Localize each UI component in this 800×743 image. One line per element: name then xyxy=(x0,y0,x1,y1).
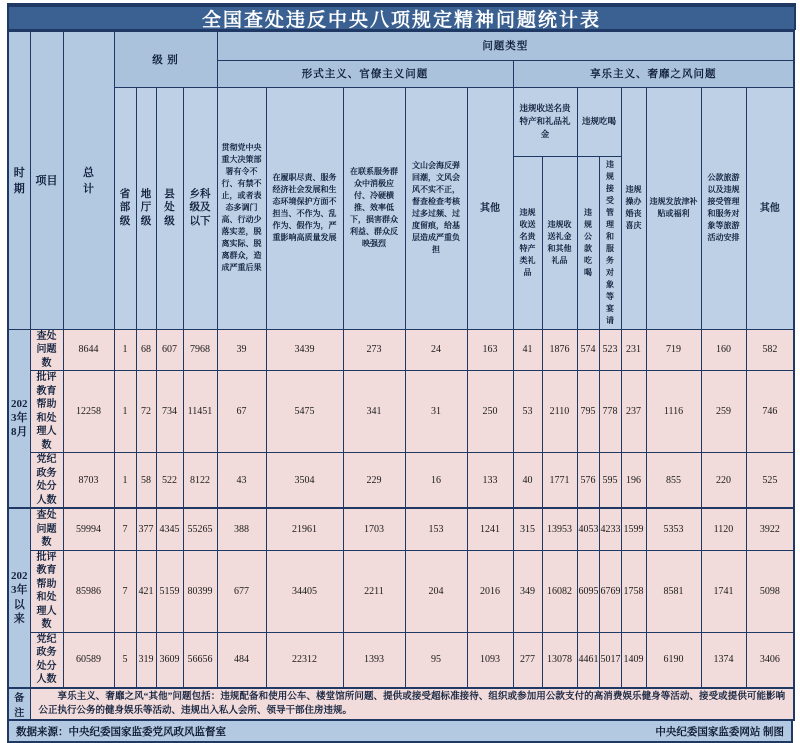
table-row xyxy=(8,371,794,453)
data-cell: 8581 xyxy=(646,550,701,632)
data-cell: 13953 xyxy=(542,508,577,550)
data-cell: 163 xyxy=(467,329,513,371)
data-cell: 734 xyxy=(156,371,183,453)
page-title: 全国查处违反中央八项规定精神问题统计表 xyxy=(7,3,796,30)
note-label: 备注 xyxy=(8,688,30,721)
data-cell: 719 xyxy=(646,329,701,371)
data-cell: 574 xyxy=(577,329,599,371)
data-cell: 315 xyxy=(513,508,542,550)
data-cell: 1409 xyxy=(621,632,646,688)
data-cell: 341 xyxy=(343,371,405,453)
data-cell: 5 xyxy=(114,632,136,688)
data-cell: 22312 xyxy=(266,632,343,688)
data-cell: 153 xyxy=(405,508,467,550)
data-cell: 237 xyxy=(621,371,646,453)
data-cell: 582 xyxy=(746,329,794,371)
data-cell: 2211 xyxy=(343,550,405,632)
row-label: 党纪政务处分人数 xyxy=(30,453,63,509)
data-cell: 319 xyxy=(136,632,156,688)
group-header-dining: 违规吃喝 xyxy=(577,87,621,156)
col-header-hedonism-other: 其他 xyxy=(746,87,794,329)
period-cell: 2023年8月 xyxy=(8,329,30,508)
data-cell: 7 xyxy=(114,550,136,632)
data-cell: 204 xyxy=(405,550,467,632)
note-text: 享乐主义、奢靡之风“其他”问题包括：违规配备和使用公车、楼堂馆所问题、提供或接受超标准接待、组织或参加用公款支付的高消费娱乐健身等活动、接受或提供可能影响公正执行公务的健身娱乐等活动、违规出入私人会所、领导干部住房违规。 xyxy=(30,688,794,721)
col-header-allowances: 违规发放津补贴或福利 xyxy=(646,87,701,329)
statistics-table xyxy=(7,30,795,721)
col-header-public-travel: 公款旅游以及违规接受管理和服务对象等旅游活动安排 xyxy=(701,87,746,329)
table-row xyxy=(8,632,794,688)
data-cell: 855 xyxy=(646,453,701,509)
col-header-total: 总计 xyxy=(63,31,114,329)
data-cell: 277 xyxy=(513,632,542,688)
table-row xyxy=(8,329,794,371)
col-header-formalism-3: 在联系服务群众中消极应付、冷硬横推、效率低下，损害群众利益、群众反映强烈 xyxy=(343,87,405,329)
data-cell: 5475 xyxy=(266,371,343,453)
data-cell: 160 xyxy=(701,329,746,371)
data-cell: 133 xyxy=(467,453,513,509)
statistics-sheet xyxy=(7,0,796,743)
data-cell: 576 xyxy=(577,453,599,509)
data-cell: 40 xyxy=(513,453,542,509)
col-header-provincial: 省部级 xyxy=(114,87,136,329)
data-cell: 59994 xyxy=(63,508,114,550)
table-row xyxy=(8,453,794,509)
data-cell: 60589 xyxy=(63,632,114,688)
data-cell: 1393 xyxy=(343,632,405,688)
data-cell: 13078 xyxy=(542,632,577,688)
data-cell: 5159 xyxy=(156,550,183,632)
col-header-weddings-funerals: 违规操办婚丧喜庆 xyxy=(621,87,646,329)
data-cell: 196 xyxy=(621,453,646,509)
group-header-level: 级 别 xyxy=(114,31,217,87)
data-rows-body xyxy=(8,329,794,688)
data-cell: 56656 xyxy=(183,632,217,688)
row-label: 查处问题数 xyxy=(30,329,63,371)
data-cell: 8644 xyxy=(63,329,114,371)
data-cell: 522 xyxy=(156,453,183,509)
data-cell: 231 xyxy=(621,329,646,371)
data-cell: 72 xyxy=(136,371,156,453)
data-cell: 1241 xyxy=(467,508,513,550)
row-label: 党纪政务处分人数 xyxy=(30,632,63,688)
col-header-county: 县处级 xyxy=(156,87,183,329)
data-cell: 3609 xyxy=(156,632,183,688)
data-cell: 525 xyxy=(746,453,794,509)
col-header-period: 时期 xyxy=(8,31,30,329)
data-cell: 523 xyxy=(599,329,621,371)
data-cell: 388 xyxy=(217,508,266,550)
data-cell: 4461 xyxy=(577,632,599,688)
data-cell: 31 xyxy=(405,371,467,453)
data-cell: 5017 xyxy=(599,632,621,688)
col-header-banquet-invitations: 违规接受管理和服务对象等宴请 xyxy=(599,156,621,329)
group-header-hedonism: 享乐主义、奢靡之风问题 xyxy=(513,60,794,87)
footer-bar xyxy=(7,721,793,743)
col-header-item: 项目 xyxy=(30,31,63,329)
data-cell: 2016 xyxy=(467,550,513,632)
data-cell: 6769 xyxy=(599,550,621,632)
data-cell: 3406 xyxy=(746,632,794,688)
data-cell: 377 xyxy=(136,508,156,550)
data-cell: 16 xyxy=(405,453,467,509)
row-label: 批评教育帮助和处理人数 xyxy=(30,550,63,632)
data-cell: 53 xyxy=(513,371,542,453)
data-cell: 1093 xyxy=(467,632,513,688)
data-cell: 677 xyxy=(217,550,266,632)
data-cell: 795 xyxy=(577,371,599,453)
data-cell: 1 xyxy=(114,329,136,371)
data-cell: 421 xyxy=(136,550,156,632)
col-header-formalism-4: 文山会海反弹回潮，文风会风不实不正，督查检查考核过多过频、过度留痕，给基层造成严重负担 xyxy=(405,87,467,329)
data-cell: 21961 xyxy=(266,508,343,550)
data-cell: 55265 xyxy=(183,508,217,550)
data-cell: 3922 xyxy=(746,508,794,550)
data-cell: 1 xyxy=(114,371,136,453)
data-cell: 1741 xyxy=(701,550,746,632)
data-cell: 1771 xyxy=(542,453,577,509)
col-header-township: 乡科级及以下 xyxy=(183,87,217,329)
col-header-formalism-1: 贯彻党中央重大决策部署有令不行、有禁不止，或者表态多调门高、行动少落实差，脱离实际、脱离群众，造成严重后果 xyxy=(217,87,266,329)
data-cell: 1374 xyxy=(701,632,746,688)
col-header-specialty-gifts: 违规收送名贵特产类礼品 xyxy=(513,156,542,329)
data-cell: 6190 xyxy=(646,632,701,688)
col-header-cash-gifts: 违规收送礼金和其他礼品 xyxy=(542,156,577,329)
data-cell: 58 xyxy=(136,453,156,509)
data-cell: 80399 xyxy=(183,550,217,632)
data-cell: 6095 xyxy=(577,550,599,632)
data-cell: 778 xyxy=(599,371,621,453)
data-cell: 8703 xyxy=(63,453,114,509)
data-cell: 95 xyxy=(405,632,467,688)
data-cell: 1120 xyxy=(701,508,746,550)
data-cell: 607 xyxy=(156,329,183,371)
data-cell: 250 xyxy=(467,371,513,453)
data-cell: 7968 xyxy=(183,329,217,371)
row-label: 批评教育帮助和处理人数 xyxy=(30,371,63,453)
data-cell: 41 xyxy=(513,329,542,371)
col-header-formalism-other: 其他 xyxy=(467,87,513,329)
table-row xyxy=(8,550,794,632)
data-cell: 67 xyxy=(217,371,266,453)
data-cell: 4233 xyxy=(599,508,621,550)
data-cell: 7 xyxy=(114,508,136,550)
data-cell: 11451 xyxy=(183,371,217,453)
data-cell: 3439 xyxy=(266,329,343,371)
data-cell: 85986 xyxy=(63,550,114,632)
data-cell: 1 xyxy=(114,453,136,509)
data-cell: 259 xyxy=(701,371,746,453)
data-cell: 12258 xyxy=(63,371,114,453)
data-cell: 24 xyxy=(405,329,467,371)
data-cell: 5098 xyxy=(746,550,794,632)
group-header-problem-type: 问题类型 xyxy=(217,31,794,60)
col-header-formalism-2: 在履职尽责、服务经济社会发展和生态环境保护方面不担当、不作为、乱作为、假作为，严重影响高质量发展 xyxy=(266,87,343,329)
data-cell: 4053 xyxy=(577,508,599,550)
row-label: 查处问题数 xyxy=(30,508,63,550)
table-row xyxy=(8,508,794,550)
data-cell: 1703 xyxy=(343,508,405,550)
data-cell: 484 xyxy=(217,632,266,688)
data-cell: 595 xyxy=(599,453,621,509)
data-cell: 39 xyxy=(217,329,266,371)
data-cell: 68 xyxy=(136,329,156,371)
data-cell: 5353 xyxy=(646,508,701,550)
data-cell: 8122 xyxy=(183,453,217,509)
note-row xyxy=(8,688,794,721)
data-cell: 43 xyxy=(217,453,266,509)
col-header-public-funds-dining: 违规公款吃喝 xyxy=(577,156,599,329)
data-cell: 229 xyxy=(343,453,405,509)
data-cell: 16082 xyxy=(542,550,577,632)
data-source-text: 数据来源：中央纪委国家监委党风政风监督室 xyxy=(16,726,226,738)
data-cell: 3504 xyxy=(266,453,343,509)
data-cell: 1758 xyxy=(621,550,646,632)
period-cell: 2023年以来 xyxy=(8,508,30,688)
data-cell: 746 xyxy=(746,371,794,453)
credit-text: 中央纪委国家监委网站 制图 xyxy=(655,726,784,738)
data-cell: 1116 xyxy=(646,371,701,453)
data-cell: 34405 xyxy=(266,550,343,632)
group-header-gifts: 违规收送名贵特产和礼品礼金 xyxy=(513,87,577,156)
data-cell: 1599 xyxy=(621,508,646,550)
data-cell: 1876 xyxy=(542,329,577,371)
group-header-formalism: 形式主义、官僚主义问题 xyxy=(217,60,513,87)
data-cell: 273 xyxy=(343,329,405,371)
col-header-prefecture: 地厅级 xyxy=(136,87,156,329)
data-cell: 2110 xyxy=(542,371,577,453)
data-cell: 4345 xyxy=(156,508,183,550)
data-cell: 220 xyxy=(701,453,746,509)
data-cell: 349 xyxy=(513,550,542,632)
